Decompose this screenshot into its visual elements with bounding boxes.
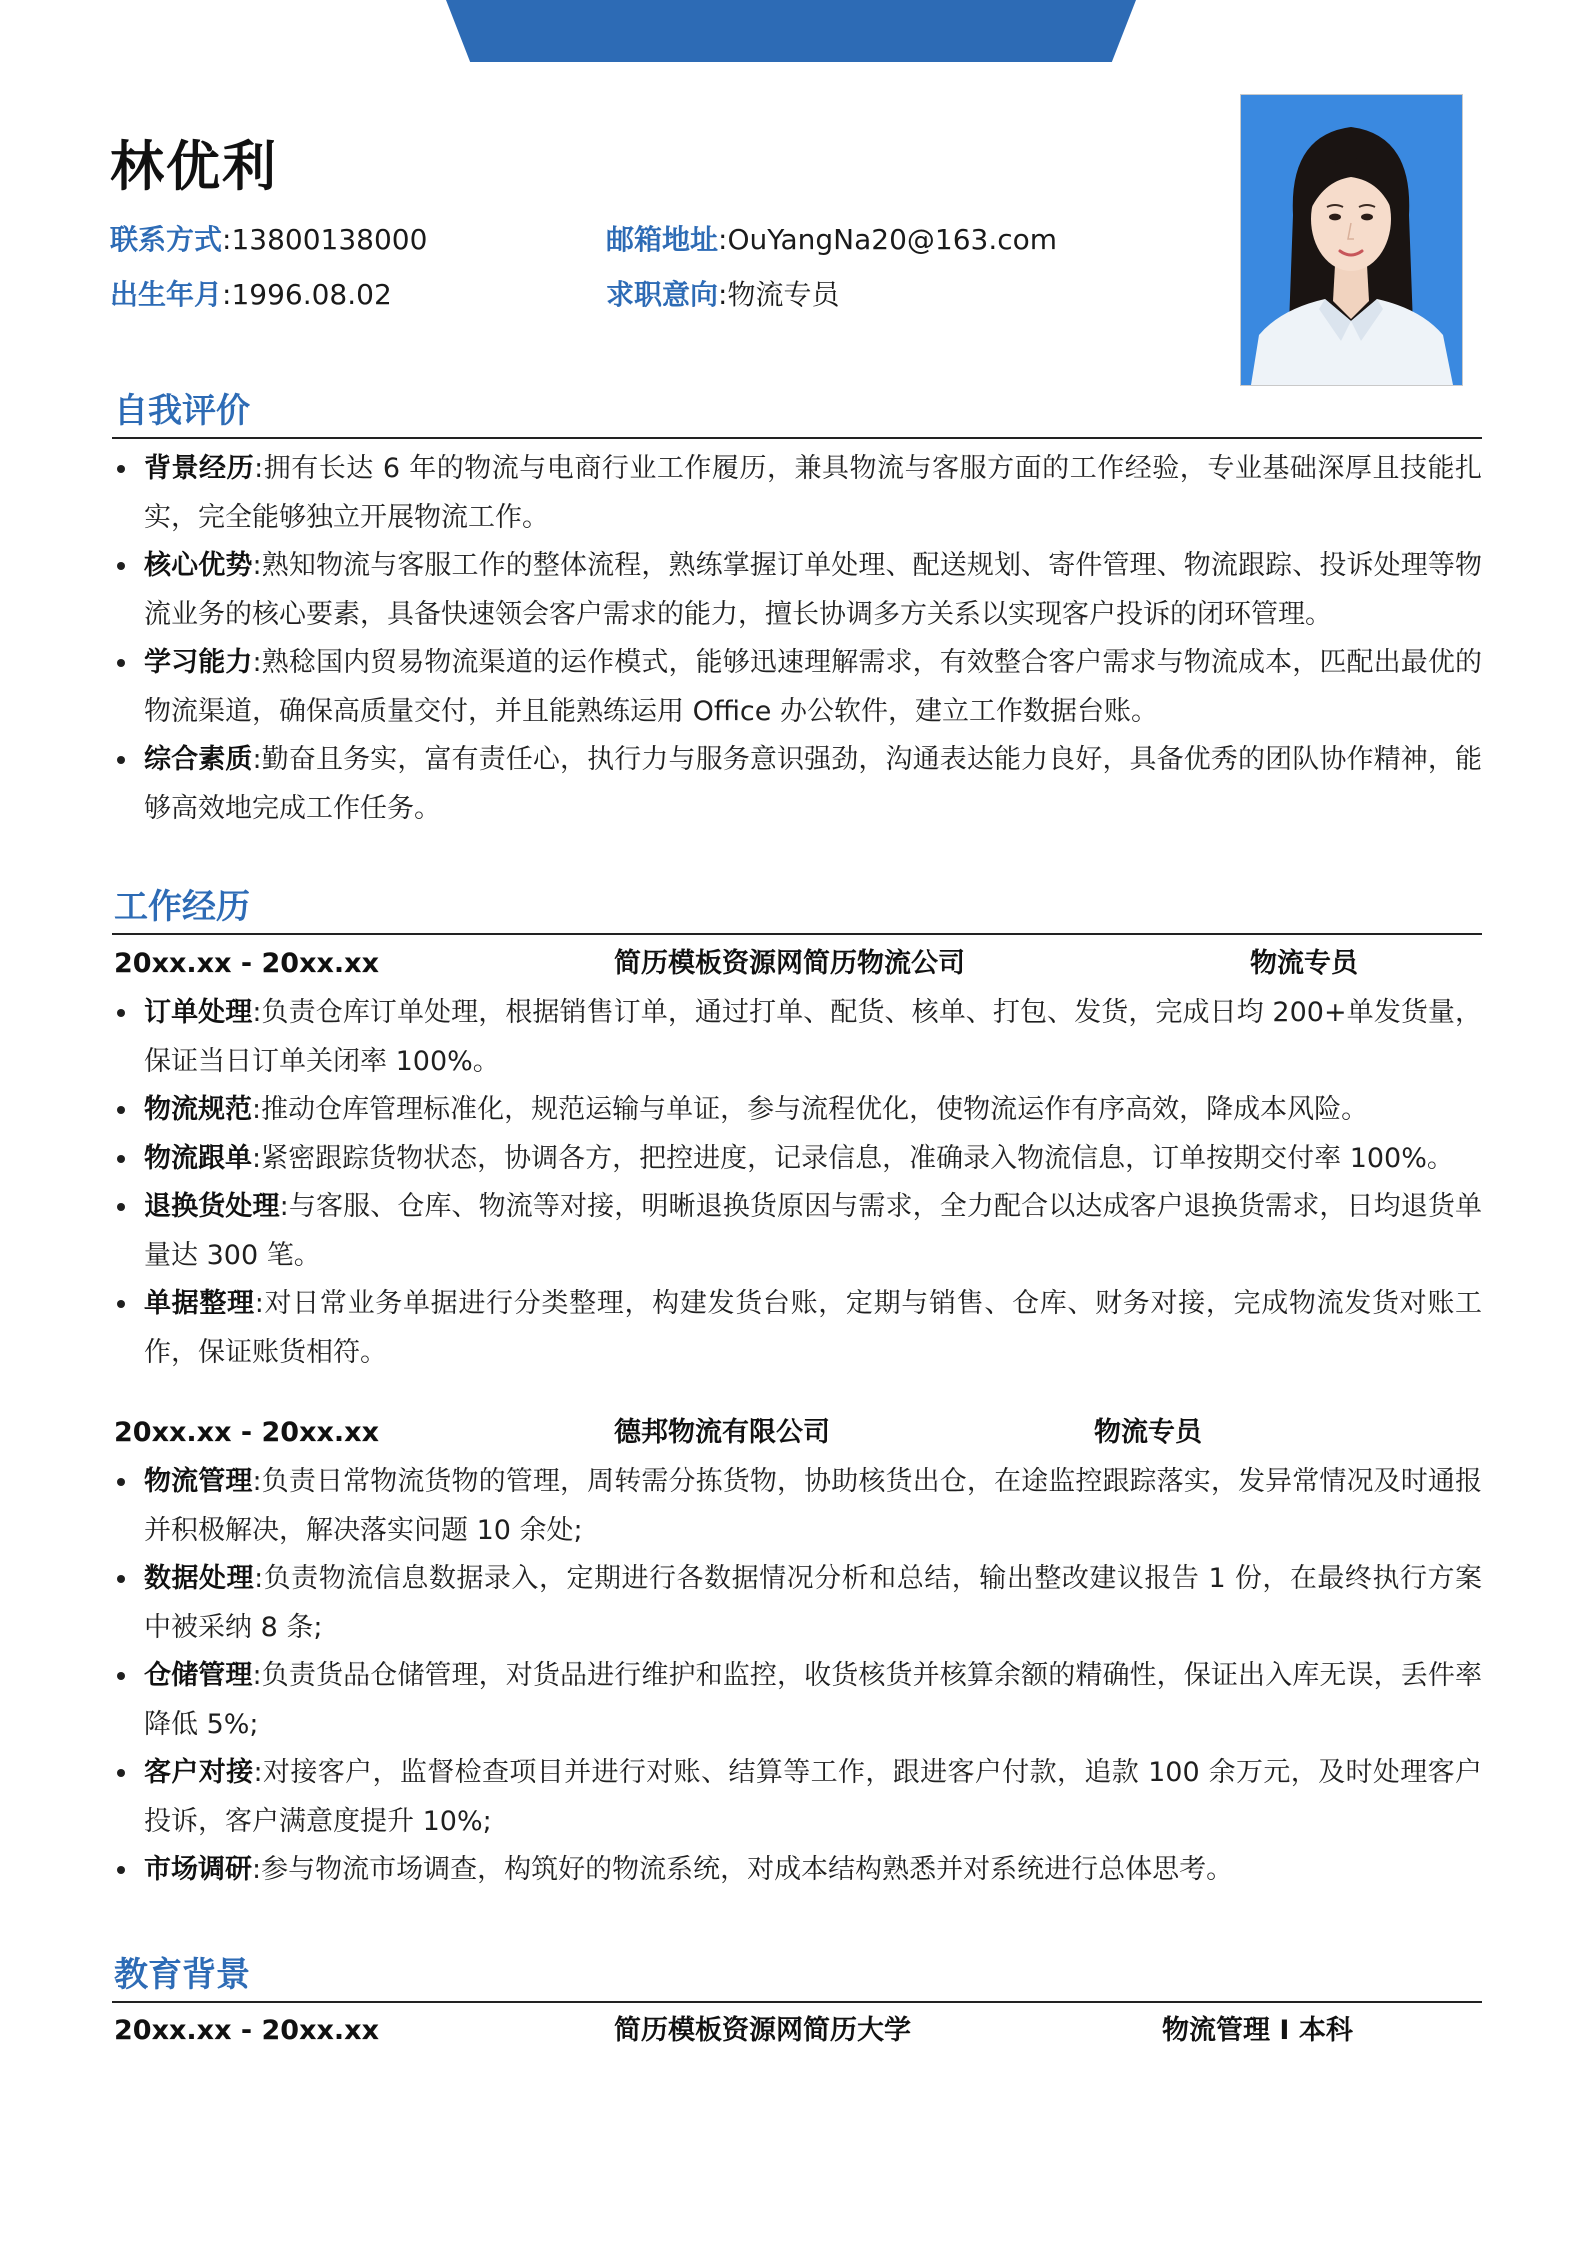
item-label: 市场调研	[144, 1854, 252, 1885]
item-label: 物流管理	[144, 1466, 253, 1497]
label-separator: :	[252, 1660, 262, 1691]
label-separator: :	[718, 223, 728, 256]
item-label: 物流跟单	[144, 1142, 252, 1174]
list-item	[112, 1135, 1482, 1184]
label-separator: :	[252, 647, 262, 678]
list-item	[112, 1749, 1482, 1846]
list-item	[112, 736, 1482, 833]
label-separator: :	[254, 1288, 264, 1319]
contact-phone	[110, 223, 428, 256]
section-divider	[112, 933, 1482, 935]
list-item	[112, 542, 1482, 639]
contact-phone-value: 13800138000	[231, 223, 428, 256]
profile-photo	[1240, 94, 1463, 386]
list-item	[112, 1458, 1482, 1555]
item-text: 负责物流信息数据录入，定期进行各数据情况分析和总结，输出整改建议报告 1 份，在最终执行方案中被采纳 8 条;	[144, 1563, 1483, 1643]
section-title-education: 教育背景	[114, 1955, 250, 1995]
item-text: 参与物流市场调查，构筑好的物流系统，对成本结构熟悉并对系统进行总体思考。	[261, 1854, 1234, 1885]
label-separator: :	[252, 1094, 262, 1125]
item-label: 数据处理	[144, 1563, 255, 1594]
list-item	[112, 1086, 1482, 1135]
list-item	[112, 989, 1482, 1086]
education-period: 20xx.xx - 20xx.xx	[114, 2015, 379, 2046]
list-item	[112, 1555, 1482, 1652]
item-label: 学习能力	[144, 647, 253, 678]
label-separator: :	[252, 1854, 262, 1885]
label-separator: :	[279, 1191, 289, 1222]
list-item	[112, 639, 1482, 736]
education-row	[112, 2014, 1482, 2048]
section-divider	[112, 2001, 1482, 2003]
list-item	[112, 1846, 1482, 1895]
list-item	[112, 1652, 1482, 1749]
item-text: 熟稔国内贸易物流渠道的运作模式，能够迅速理解需求，有效整合客户需求与物流成本，匹配出最优的物流渠道，确保高质量交付，并且能熟练运用 Office 办公软件，建立工作数据台账。	[144, 647, 1483, 727]
label-separator: :	[254, 453, 264, 484]
contact-job-intent	[606, 278, 840, 311]
label-separator: :	[254, 1563, 264, 1594]
contact-email	[606, 223, 1058, 256]
item-label: 退换货处理	[144, 1191, 280, 1222]
job-duty-list	[112, 1458, 1482, 1895]
label-separator: :	[252, 1466, 262, 1497]
section-title-self-evaluation: 自我评价	[114, 391, 250, 431]
contact-birthdate-label: 出生年月	[110, 278, 223, 311]
item-text: 熟知物流与客服工作的整体流程，熟练掌握订单处理、配送规划、寄件管理、物流跟踪、投诉处理等物流业务的核心要素，具备快速领会客户需求的能力，擅长协调多方关系以实现客户投诉的闭环管理。	[144, 550, 1483, 630]
education-major: 物流管理 I 本科	[1162, 2015, 1353, 2046]
label-separator: :	[718, 278, 728, 311]
contact-job-intent-label: 求职意向	[606, 278, 719, 311]
item-text: 负责货品仓储管理，对货品进行维护和监控，收货核货并核算余额的精确性，保证出入库无误，丢件率降低 5%;	[144, 1660, 1483, 1740]
item-text: 勤奋且务实，富有责任心，执行力与服务意识强劲，沟通表达能力良好，具备优秀的团队协作精神，能够高效地完成工作任务。	[144, 744, 1483, 824]
label-separator: :	[252, 744, 262, 775]
contact-birthdate	[110, 278, 392, 311]
label-separator: :	[252, 550, 262, 581]
label-separator: :	[252, 1142, 262, 1174]
item-text: 负责仓库订单处理，根据销售订单，通过打单、配货、核单、打包、发货，完成日均 200+单发货量，保证当日订单关闭率 100%。	[144, 997, 1483, 1077]
section-title-work-experience: 工作经历	[114, 887, 250, 927]
label-separator: :	[222, 223, 232, 256]
item-label: 仓储管理	[144, 1660, 253, 1691]
label-separator: :	[252, 997, 262, 1028]
section-divider	[112, 437, 1482, 439]
contact-email-label: 邮箱地址	[606, 223, 719, 256]
education-school: 简历模板资源网简历大学	[614, 2015, 911, 2046]
item-label: 物流规范	[144, 1094, 252, 1125]
top-banner	[446, 0, 1136, 62]
item-text: 拥有长达 6 年的物流与电商行业工作履历，兼具物流与客服方面的工作经验，专业基础深厚且技能扎实，完全能够独立开展物流工作。	[144, 453, 1483, 533]
job-period: 20xx.xx - 20xx.xx	[114, 948, 379, 979]
item-label: 订单处理	[144, 997, 253, 1028]
item-label: 单据整理	[144, 1288, 255, 1319]
item-text: 对日常业务单据进行分类整理，构建发货台账，定期与销售、仓库、财务对接，完成物流发货对账工作，保证账货相符。	[144, 1288, 1483, 1368]
label-separator: :	[222, 278, 232, 311]
contact-job-intent-value: 物流专员	[727, 278, 840, 311]
job-duty-list	[112, 989, 1482, 1377]
item-text: 与客服、仓库、物流等对接，明晰退换货原因与需求，全力配合以达成客户退换货需求，日均退货单量达 300 笔。	[144, 1191, 1483, 1271]
contact-birthdate-value: 1996.08.02	[231, 278, 392, 311]
job-position: 物流专员	[1250, 948, 1358, 979]
list-item	[112, 1280, 1482, 1377]
job-company: 简历模板资源网简历物流公司	[614, 948, 965, 979]
item-text: 对接客户，监督检查项目并进行对账、结算等工作，跟进客户付款，追款 100 余万元，及时处理客户投诉，客户满意度提升 10%;	[144, 1757, 1482, 1837]
item-label: 核心优势	[144, 550, 253, 581]
contact-phone-label: 联系方式	[110, 223, 223, 256]
job-header	[112, 1416, 1482, 1450]
job-header	[112, 947, 1482, 981]
portrait-illustration	[1241, 95, 1462, 385]
list-item	[112, 1183, 1482, 1280]
item-text: 负责日常物流货物的管理，周转需分拣货物，协助核货出仓，在途监控跟踪落实，发异常情况及时通报并积极解决，解决落实问题 10 余处;	[144, 1466, 1483, 1546]
job-period: 20xx.xx - 20xx.xx	[114, 1417, 379, 1448]
self-evaluation-list	[112, 445, 1482, 833]
item-text: 紧密跟踪货物状态，协调各方，把控进度，记录信息，准确录入物流信息，订单按期交付率 100%。	[261, 1142, 1454, 1174]
item-label: 客户对接	[144, 1757, 254, 1788]
item-label: 综合素质	[144, 744, 253, 775]
label-separator: :	[253, 1757, 263, 1788]
contact-email-value: OuYangNa20@163.com	[727, 223, 1058, 256]
candidate-name: 林优利	[110, 135, 278, 198]
item-text: 推动仓库管理标准化，规范运输与单证，参与流程优化，使物流运作有序高效，降成本风险。	[261, 1094, 1369, 1125]
list-item	[112, 445, 1482, 542]
item-label: 背景经历	[144, 453, 255, 484]
job-position: 物流专员	[1094, 1417, 1202, 1448]
job-company: 德邦物流有限公司	[614, 1417, 830, 1448]
